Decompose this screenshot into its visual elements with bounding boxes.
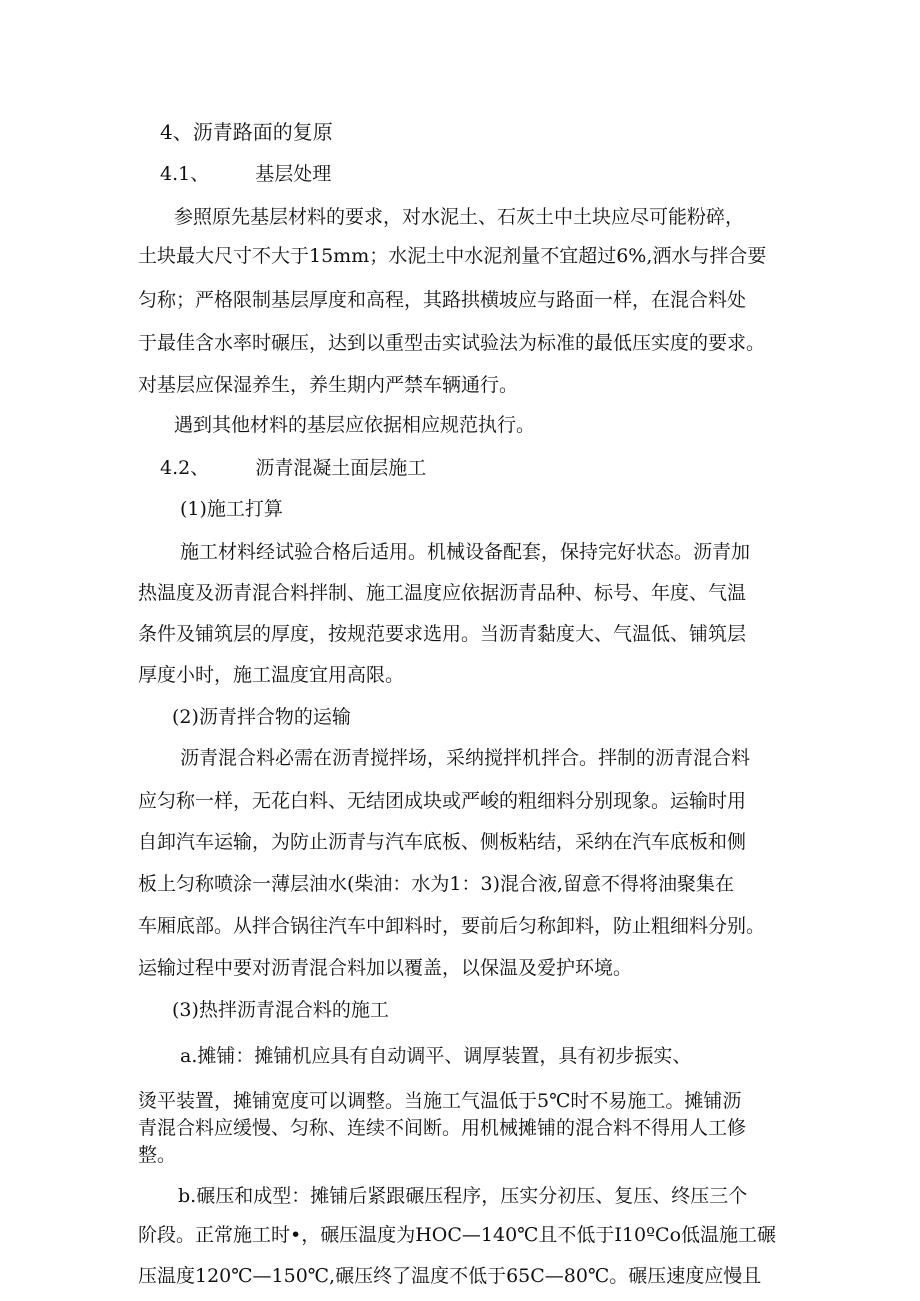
paragraph-line: 厚度小时，施工温度宜用高限。 [138, 664, 405, 686]
paragraph-line: 施工材料经试验合格后适用。机械设备配套，保持完好状态。沥青加 [180, 541, 751, 563]
paragraph-line: 土块最大尺寸不大于15mm；水泥土中水泥剂量不宜超过6%,洒水与拌合要 [138, 245, 767, 267]
paragraph-line: 青混合料应缓慢、匀称、连续不间断。用机械摊铺的混合料不得用人工修 [138, 1117, 747, 1139]
paragraph-line: 阶段。正常施工时•，碾压温度为HOC—140℃且不低于I10ºCo低温施工碾 [138, 1224, 777, 1246]
section-4-1-number: 4.1、 [160, 163, 210, 185]
paragraph-line: 整。 [138, 1144, 177, 1166]
paragraph-line: 应匀称一样，无花白料、无结团成块或严峻的粗细料分别现象。运输时用 [138, 790, 747, 812]
subsection-3-title: (3)热拌沥青混合料的施工 [172, 999, 389, 1021]
paragraph-line: 条件及铺筑层的厚度，按规范要求选用。当沥青黏度大、气温低、铺筑层 [138, 623, 747, 645]
section-4-1-heading [160, 162, 331, 186]
paragraph-line: 板上匀称喷涂一薄层油水(柴油：水为1：3)混合液,留意不得将油聚集在 [138, 873, 735, 895]
section-4-heading: 4、沥青路面的复原 [160, 120, 333, 144]
paragraph-line: 自卸汽车运输，为防止沥青与汽车底板、侧板粘结，采纳在汽车底板和侧 [138, 831, 747, 853]
paragraph-line: b.碾压和成型：摊铺后紧跟碾压程序，压实分初压、复压、终压三个 [178, 1185, 748, 1207]
paragraph-line: 车厢底部。从拌合锅往汽车中卸料时，要前后匀称卸料，防止粗细料分别。 [138, 915, 766, 937]
paragraph-line: 压温度120℃—150℃,碾压终了温度不低于65C—80℃。碾压速度应慢且 [138, 1265, 762, 1287]
section-4-1-title: 基层处理 [255, 163, 332, 185]
paragraph-line: 烫平装置，摊铺宽度可以调整。当施工气温低于5℃时不易施工。摊铺沥 [138, 1090, 742, 1112]
paragraph-line: 沥青混合料必需在沥青搅拌场，采纳搅拌机拌合。拌制的沥青混合料 [180, 747, 751, 769]
paragraph-line: 遇到其他材料的基层应依据相应规范执行。 [174, 414, 536, 436]
section-4-2-heading [160, 456, 426, 480]
paragraph-line: 对基层应保湿养生，养生期内严禁车辆通行。 [138, 374, 519, 396]
paragraph-line: 匀称；严格限制基层厚度和高程，其路拱横坡应与路面一样，在混合料处 [138, 289, 747, 311]
section-4-2-number: 4.2、 [160, 457, 210, 479]
paragraph-line: 参照原先基层材料的要求，对水泥土、石灰土中土块应尽可能粉碎， [174, 206, 745, 228]
paragraph-line: 热温度及沥青混合料拌制、施工温度应依据沥青品种、标号、年度、气温 [138, 582, 747, 604]
section-4-2-title: 沥青混凝土面层施工 [255, 457, 427, 479]
paragraph-line: 于最佳含水率时碾压，达到以重型击实试验法为标准的最低压实度的要求。 [138, 332, 766, 354]
paragraph-line: a.摊铺：摊铺机应具有自动调平、调厚装置，具有初步振实、 [180, 1045, 692, 1067]
paragraph-line: 运输过程中要对沥青混合料加以覆盖，以保温及爱护环境。 [138, 957, 633, 979]
subsection-1-title: (1)施工打算 [180, 498, 283, 520]
subsection-2-title: (2)沥青拌合物的运输 [172, 706, 351, 728]
